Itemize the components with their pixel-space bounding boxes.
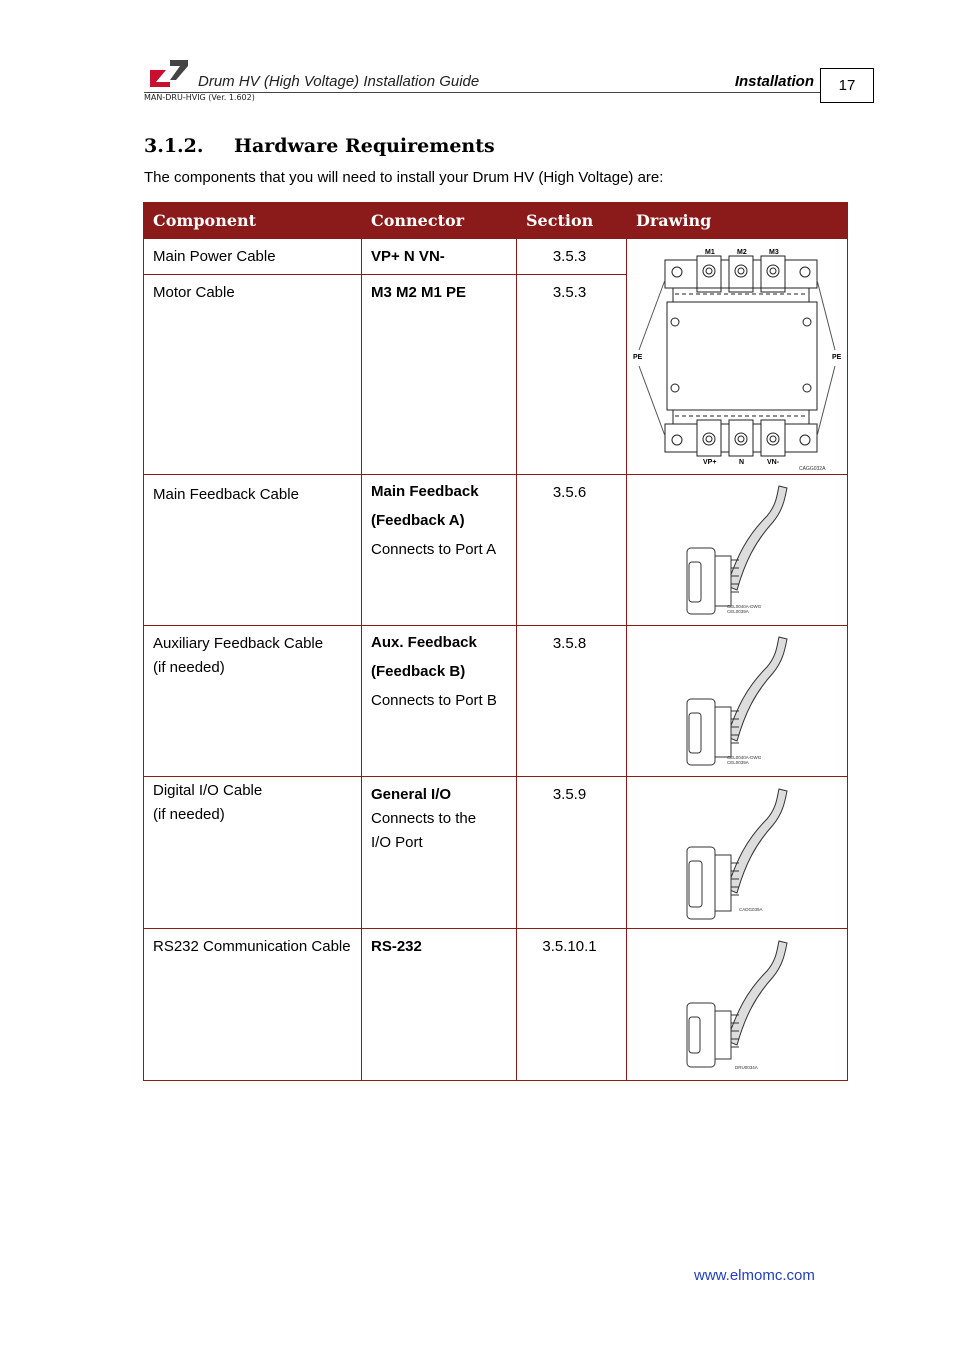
pe-label-left: PE xyxy=(633,353,643,361)
connector-name: General I/O xyxy=(371,786,452,803)
component-name: Main Feedback Cable xyxy=(153,486,299,503)
component-note: (if needed) xyxy=(153,806,225,823)
component-note: (if needed) xyxy=(153,659,225,676)
document-code: MAN-DRU-HVIG (Ver. 1.602) xyxy=(144,93,255,102)
component-cell xyxy=(144,275,362,475)
terminal-label: M2 xyxy=(737,248,747,256)
drawing-code: CAGG032A xyxy=(799,465,826,472)
drawing-code: CEL0040A-DWG xyxy=(727,604,762,609)
table-row xyxy=(144,929,848,1081)
component-name: RS232 Communication Cable xyxy=(153,938,351,955)
drive-drawing-cell xyxy=(627,239,848,475)
connector-cell xyxy=(362,239,517,275)
aux-feedback-cable-drawing xyxy=(627,627,846,775)
drawing-code: CEL0039A xyxy=(727,760,749,765)
connector-note: Connects to Port B xyxy=(371,692,497,709)
component-cell xyxy=(144,929,362,1081)
component-cell xyxy=(144,475,362,626)
component-name: Main Power Cable xyxy=(153,248,276,265)
section-ref: 3.5.3 xyxy=(517,239,627,275)
table-row xyxy=(144,239,848,275)
component-name: Auxiliary Feedback Cable xyxy=(153,635,324,652)
section-ref: 3.5.9 xyxy=(517,777,627,929)
section-title: Hardware Requirements xyxy=(234,135,495,157)
connector-name: Main Feedback xyxy=(371,483,479,500)
connector-name: (Feedback B) xyxy=(371,663,466,680)
section-ref: 3.5.6 xyxy=(517,475,627,626)
table-header-row xyxy=(144,203,848,239)
drawing-cell xyxy=(627,626,848,777)
drawing-code: CEL0040A-DWG xyxy=(727,755,762,760)
connector-cell xyxy=(362,275,517,475)
section-ref: 3.5.3 xyxy=(517,275,627,475)
connector-name: RS-232 xyxy=(371,938,422,955)
connector-cell xyxy=(362,626,517,777)
pe-label-right: PE xyxy=(832,353,842,361)
drawing-cell xyxy=(627,475,848,626)
component-name: Digital I/O Cable xyxy=(153,782,263,799)
drawing-cell xyxy=(627,777,848,929)
header-section: Section xyxy=(517,203,627,239)
component-cell xyxy=(144,777,362,929)
terminal-label: N xyxy=(739,458,745,466)
connector-name: M3 M2 M1 PE xyxy=(371,284,467,301)
connector-cell xyxy=(362,777,517,929)
connector-note: I/O Port xyxy=(371,834,423,851)
header-drawing: Drawing xyxy=(627,203,848,239)
connector-note: Connects to Port A xyxy=(371,541,497,558)
table-row xyxy=(144,475,848,626)
drawing-code: CEL0039A xyxy=(727,609,749,614)
io-cable-drawing xyxy=(627,779,846,927)
terminal-label: M1 xyxy=(705,248,715,256)
drawing-cell xyxy=(627,929,848,1081)
table-row xyxy=(144,777,848,929)
connector-cell xyxy=(362,475,517,626)
terminal-label: VP+ xyxy=(703,458,717,466)
table-row xyxy=(144,626,848,777)
drawing-code: CADG039A xyxy=(739,906,763,912)
section-number: 3.1.2. xyxy=(144,135,204,157)
hardware-requirements-table xyxy=(143,202,848,1081)
component-cell xyxy=(144,626,362,777)
connector-cell xyxy=(362,929,517,1081)
rs232-cable-drawing xyxy=(627,931,846,1079)
connector-note: Connects to the xyxy=(371,810,477,827)
connector-name: VP+ N VN- xyxy=(371,248,445,265)
header-connector: Connector xyxy=(362,203,517,239)
component-cell xyxy=(144,239,362,275)
feedback-cable-drawing xyxy=(627,476,846,624)
connector-name: Aux. Feedback xyxy=(371,634,477,651)
header-component: Component xyxy=(144,203,362,239)
page-number: 17 xyxy=(820,68,874,103)
section-ref: 3.5.10.1 xyxy=(517,929,627,1081)
chapter-name: Installation xyxy=(734,73,814,90)
section-ref: 3.5.8 xyxy=(517,626,627,777)
terminal-label: VN- xyxy=(767,458,780,466)
drive-unit-drawing xyxy=(627,240,846,474)
section-intro: The components that you will need to install your Drum HV (High Voltage) are: xyxy=(144,169,664,186)
elmo-logo xyxy=(148,58,190,88)
website-link[interactable]: www.elmomc.com xyxy=(694,1267,815,1284)
terminal-label: M3 xyxy=(769,248,779,256)
component-name: Motor Cable xyxy=(153,284,235,301)
drawing-code: DRU0034A xyxy=(735,1064,758,1070)
connector-name: (Feedback A) xyxy=(371,512,465,529)
document-title: Drum HV (High Voltage) Installation Guide xyxy=(198,73,480,90)
